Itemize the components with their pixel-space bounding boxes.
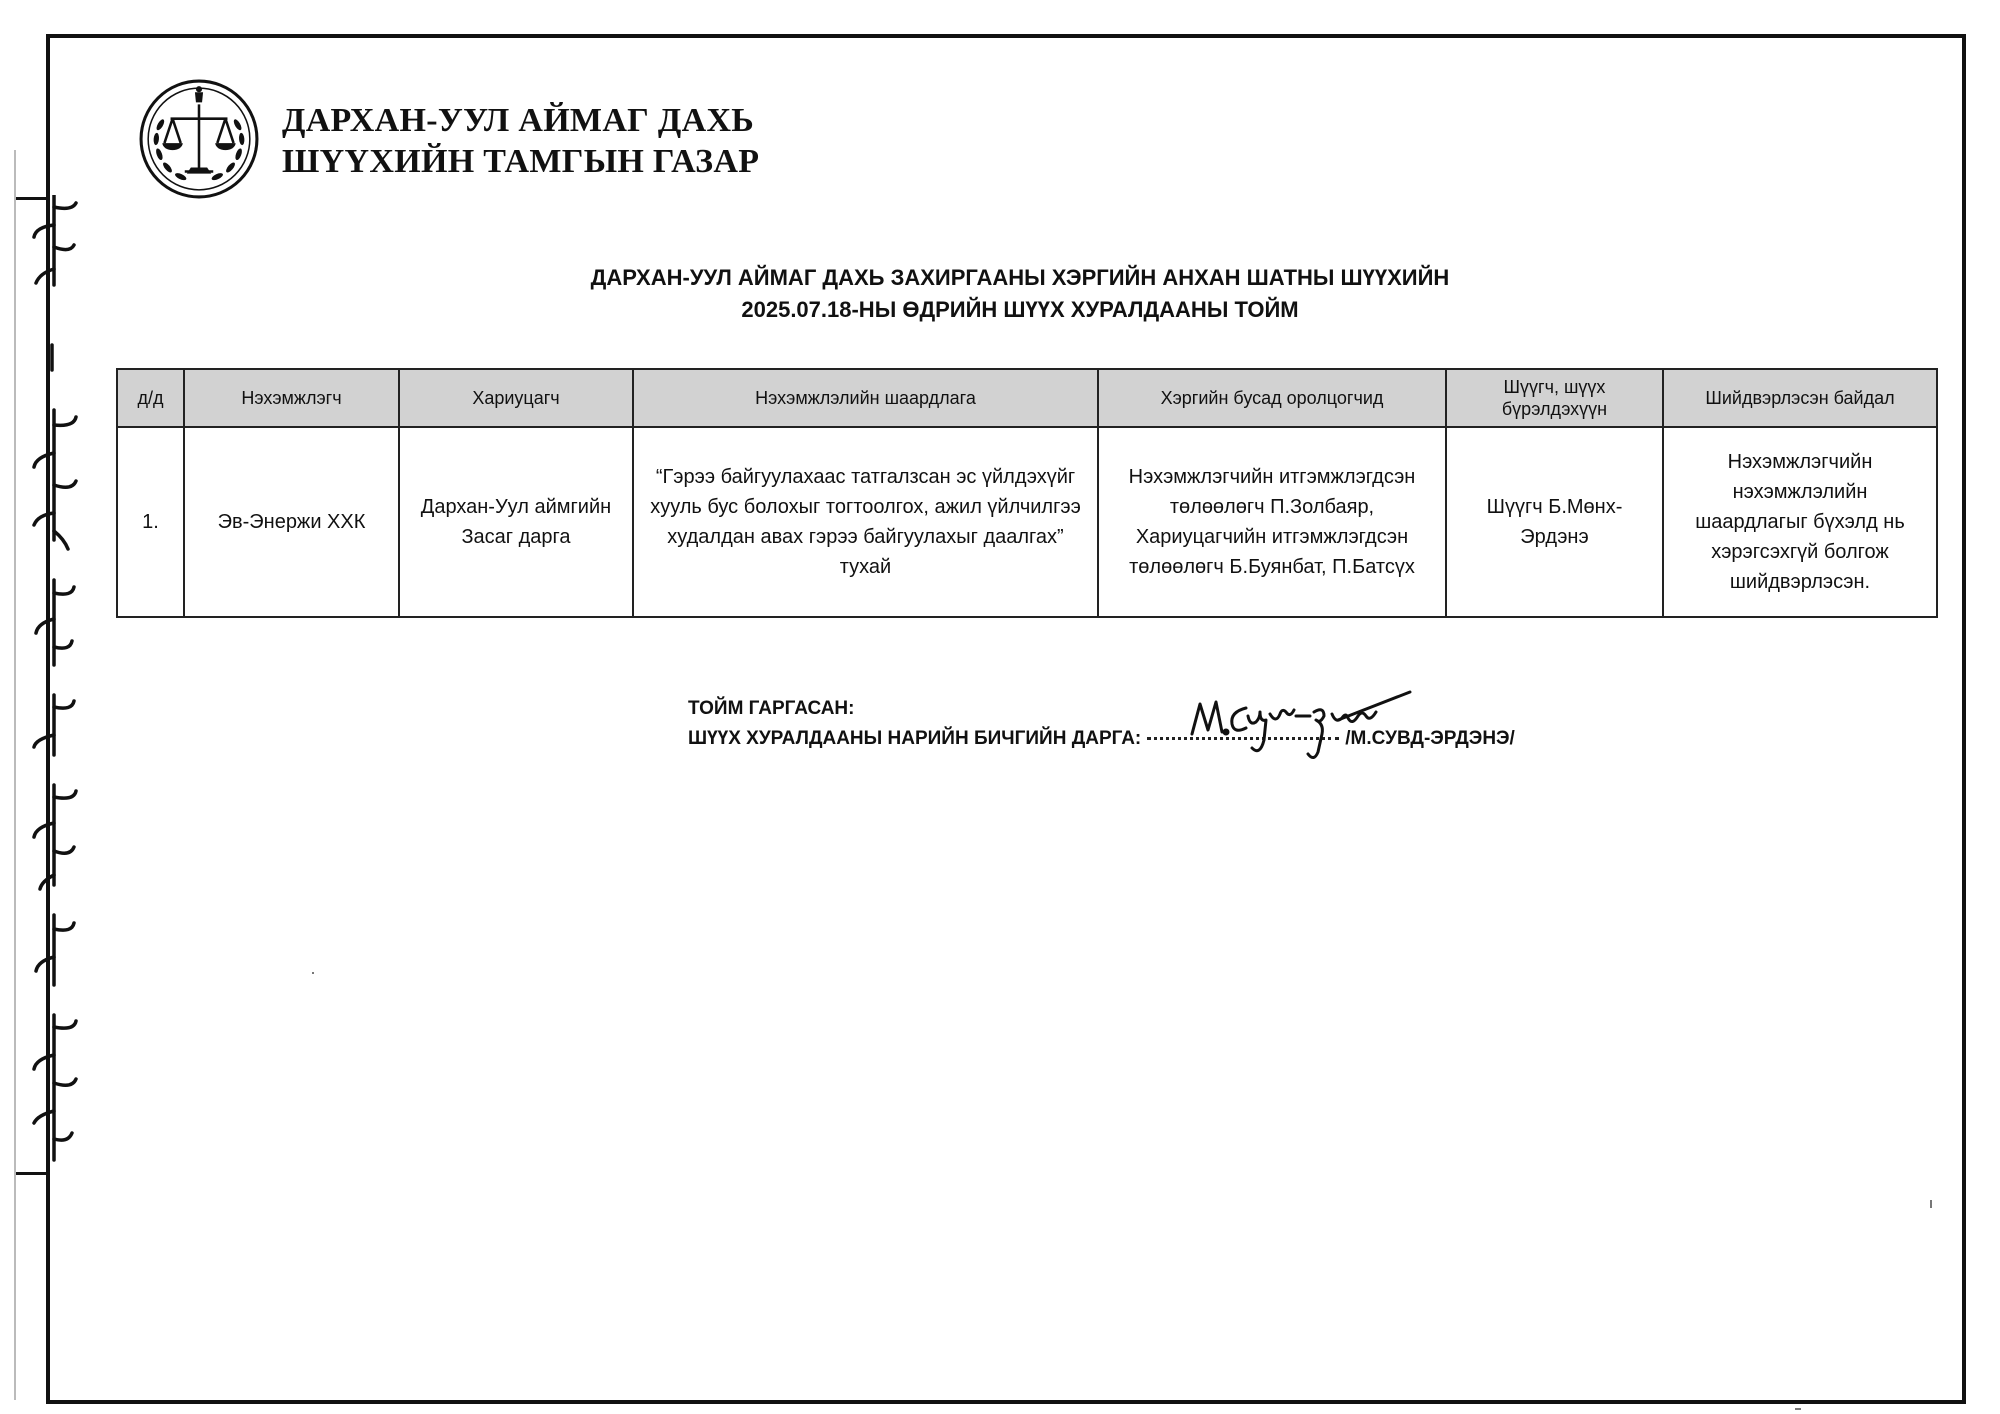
scan-speck — [1795, 1408, 1801, 1410]
header-claim: Нэхэмжлэлийн шаардлага — [633, 369, 1098, 427]
cell-plaintiff: Эв-Энержи ХХК — [184, 427, 399, 617]
cell-participants — [1098, 427, 1446, 617]
script-rule-bottom — [16, 1172, 46, 1175]
title-line-1: ДАРХАН-УУЛ АЙМАГ ДАХЬ ЗАХИРГААНЫ ХЭРГИЙН АНХАН ШАТНЫ ШҮҮХИЙН — [590, 265, 1450, 290]
handwritten-signature — [1188, 690, 1418, 772]
header-participants: Хэргийн бусад оролцогчид — [1098, 369, 1446, 427]
participants-line-2: Хариуцагчийн итгэмжлэгдсэн төлөөлөгч Б.Буянбат, П.Батсүх — [1129, 526, 1415, 578]
cell-decision: Нэхэмжлэгчийн нэхэмжлэлийн шаардлагыг бүхэлд нь хэрэгсэхгүй болгож шийдвэрлэсэн. — [1663, 427, 1937, 617]
header-decision: Шийдвэрлэсэн байдал — [1663, 369, 1937, 427]
header-judge-line-2: бүрэлдэхүүн — [1501, 399, 1608, 419]
scan-speck — [312, 972, 314, 974]
cell-defendant: Дархан-Уул аймгийн Засаг дарга — [399, 427, 633, 617]
script-rule-top — [16, 197, 46, 200]
scan-speck — [1930, 1200, 1932, 1208]
secretary-title: ШҮҮХ ХУРАЛДААНЫ НАРИЙН БИЧГИЙН ДАРГА: — [688, 728, 1142, 749]
cell-claim: “Гэрээ байгуулахаас татгалзсан эс үйлдэхүйг хууль бус болохыг тогтоолгох, ажил үйлчилгээ худалдан авах гэрээ байгуулахыг даалгах” тухай — [633, 427, 1098, 617]
cell-judge: Шүүгч Б.Мөнх-Эрдэнэ — [1446, 427, 1663, 617]
organization-name — [282, 100, 759, 182]
prepared-by-label: ТОЙМ ГАРГАСАН: — [688, 698, 855, 719]
secretary-name: /М.СУВД-ЭРДЭНЭ/ — [1345, 728, 1515, 749]
title-line-2: 2025.07.18-НЫ ӨДРИЙН ШҮҮХ ХУРАЛДААНЫ ТОЙМ — [741, 297, 1299, 322]
court-emblem-icon — [138, 78, 260, 200]
hearing-summary-table — [116, 368, 1938, 618]
header-judge-line-1: Шүүгч, шүүх — [1503, 377, 1606, 397]
document-title — [400, 262, 1640, 326]
participants-line-1: Нэхэмжлэгчийн итгэмжлэгдсэн төлөөлөгч П.Золбаяр, — [1128, 466, 1416, 518]
header-num: д/д — [117, 369, 184, 427]
header-plaintiff: Нэхэмжлэгч — [184, 369, 399, 427]
cell-num: 1. — [117, 427, 184, 617]
org-line-2: ШҮҮХИЙН ТАМГЫН ГАЗАР — [282, 143, 760, 180]
org-line-1: ДАРХАН-УУЛ АЙМАГ ДАХЬ — [282, 102, 755, 139]
header-judge — [1446, 369, 1663, 427]
table-row — [117, 427, 1937, 617]
table-header-row — [117, 369, 1937, 427]
header-defendant: Хариуцагч — [399, 369, 633, 427]
